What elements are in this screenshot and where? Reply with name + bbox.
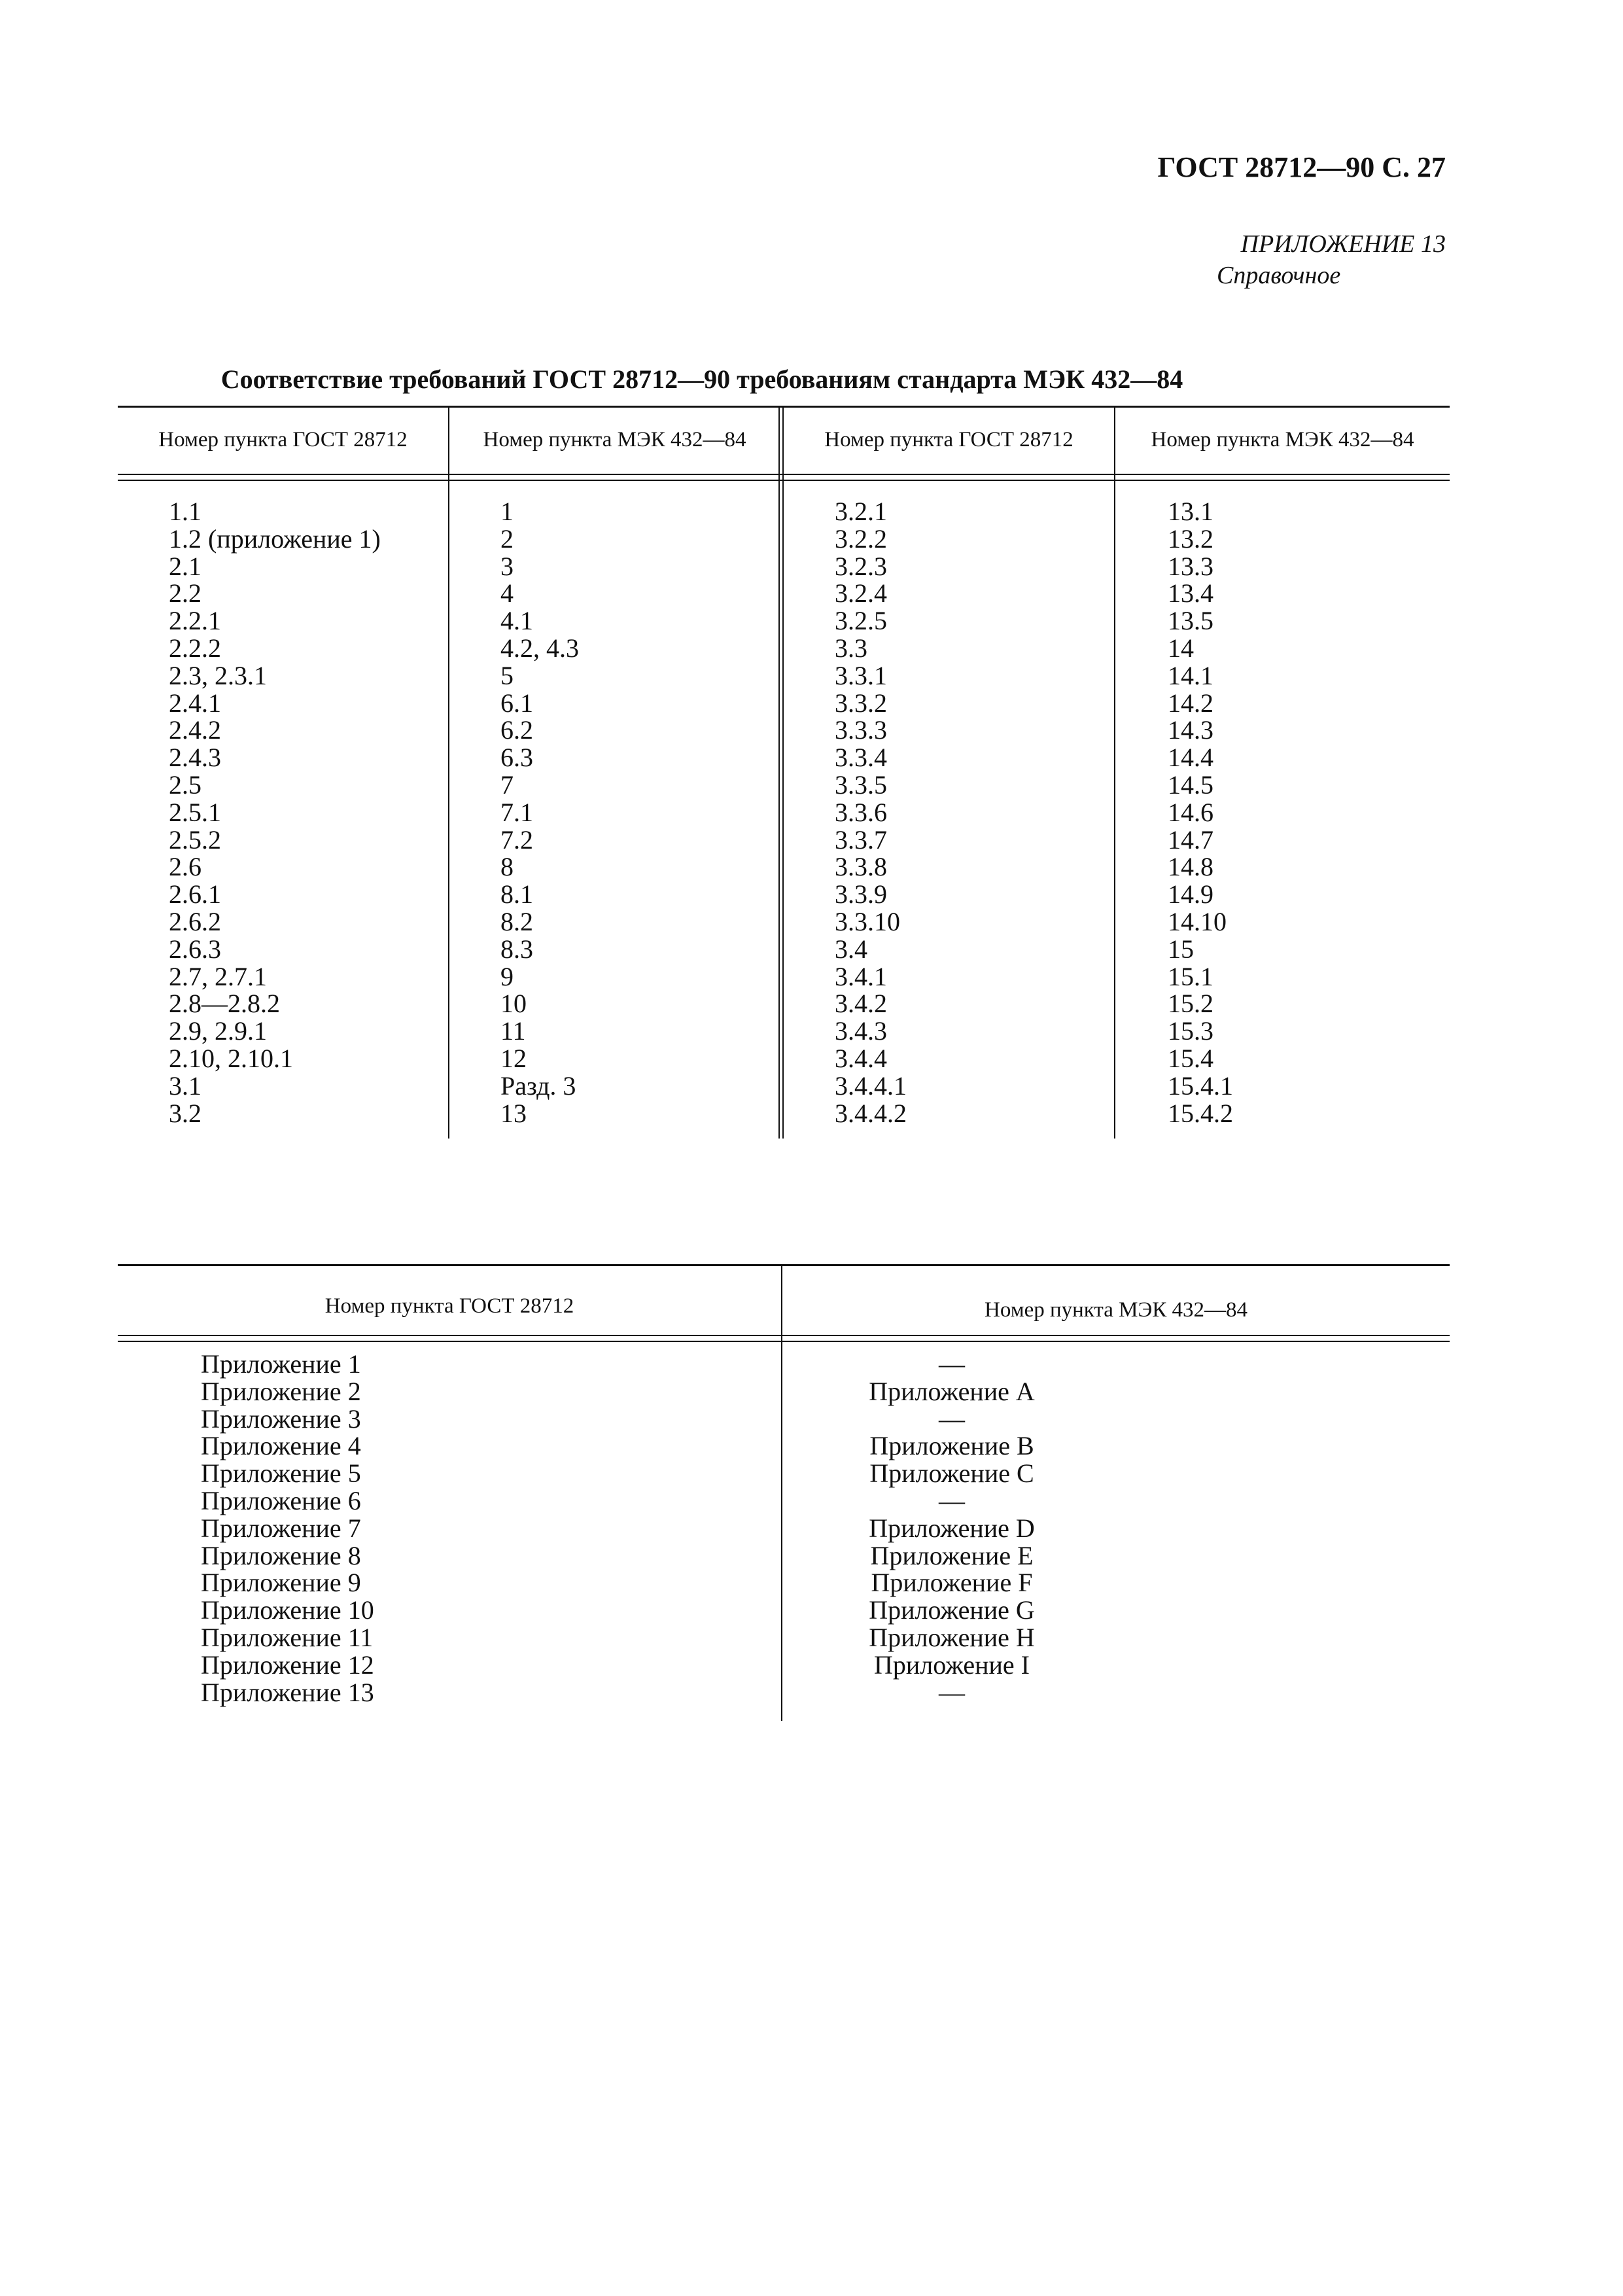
table-cell: 13 <box>500 1098 527 1128</box>
table-cell: 14.7 <box>1168 824 1213 855</box>
table-cell: 2.4.2 <box>169 715 221 745</box>
table-cell: 14 <box>1168 633 1194 663</box>
table-cell: 9 <box>500 961 514 991</box>
table-cell: 13.3 <box>1168 551 1213 581</box>
correspondence-table-sections <box>118 406 1450 1139</box>
table-cell: 2.2.2 <box>169 633 221 663</box>
table-cell: 3.2.4 <box>835 578 887 609</box>
appendix-label: ПРИЛОЖЕНИЕ 13 <box>1240 230 1446 258</box>
table-cell: 3.3.7 <box>835 824 887 855</box>
table-cell: 2.6.2 <box>169 906 221 936</box>
table-cell: 5 <box>500 660 514 690</box>
table-cell: 1 <box>500 497 514 526</box>
table-cell: Приложение 6 <box>201 1485 361 1515</box>
table-cell: 3 <box>500 551 514 581</box>
table-cell: 3.3.5 <box>835 769 887 800</box>
table-cell: 3.4.2 <box>835 989 887 1019</box>
table-header-cell: Номер пункта ГОСТ 28712 <box>158 428 408 451</box>
table-cell: 11 <box>500 1016 526 1046</box>
table-cell: 13.4 <box>1168 578 1213 609</box>
table-cell: 13.2 <box>1168 523 1213 554</box>
table-cell: 8.1 <box>500 879 533 910</box>
table-cell: 14.9 <box>1168 879 1213 910</box>
table-cell: 7.2 <box>500 824 533 855</box>
table-cell: 3.4.3 <box>835 1016 887 1046</box>
table-cell: Приложение I <box>873 1650 1030 1680</box>
table-cell: 3.2.5 <box>835 606 887 636</box>
table-cell: Приложение 7 <box>201 1513 361 1543</box>
table-cell: 14.5 <box>1168 769 1213 800</box>
header-double-rule <box>118 474 1450 481</box>
table-cell: 15.4.2 <box>1168 1098 1233 1128</box>
table-cell: Приложение 9 <box>201 1568 361 1598</box>
table-cell: 3.2.3 <box>835 551 887 581</box>
table-cell: 2.6.1 <box>169 879 221 910</box>
table-cell: 3.4.4.1 <box>835 1070 907 1101</box>
table-cell: 3.1 <box>169 1070 201 1101</box>
table-cell: 2.2 <box>169 578 201 609</box>
table-cell: 2.1 <box>169 551 201 581</box>
table-cell: 4 <box>500 578 514 609</box>
gost-items-column-2 <box>835 498 907 1127</box>
table-cell: Приложение A <box>869 1376 1035 1406</box>
table-cell: 4.1 <box>500 606 533 636</box>
table-cell: 8.2 <box>500 906 533 936</box>
table-cell: 3.2.2 <box>835 523 887 554</box>
table-cell: Приложение 8 <box>201 1540 361 1570</box>
table-cell: Приложение 3 <box>201 1404 361 1434</box>
table-header-cell: Номер пункта ГОСТ 28712 <box>324 1294 574 1318</box>
table-cell: 14.4 <box>1168 743 1213 773</box>
table-cell: Приложение 5 <box>201 1458 361 1489</box>
table-cell: Приложение D <box>869 1513 1035 1543</box>
table-cell: — <box>939 1677 965 1707</box>
table-cell: 14.2 <box>1168 688 1213 718</box>
table-cell: 2.5.2 <box>169 824 221 855</box>
table-cell: 8 <box>500 852 514 882</box>
table-cell: 3.3.9 <box>835 879 887 910</box>
table-cell: — <box>939 1485 965 1515</box>
table-cell: 2.3, 2.3.1 <box>169 660 267 690</box>
table-cell: 15 <box>1168 934 1194 964</box>
table-cell: 2.4.1 <box>169 688 221 718</box>
table-cell: 6.2 <box>500 715 533 745</box>
table-cell: Приложение 13 <box>201 1677 374 1707</box>
header-double-rule <box>118 1335 1450 1342</box>
table-header-cell: Номер пункта МЭК 432—84 <box>1151 428 1414 451</box>
table-cell: 8.3 <box>500 934 533 964</box>
correspondence-table-appendices <box>118 1264 1450 1721</box>
table-cell: 4.2, 4.3 <box>500 633 579 663</box>
table-cell: 14.10 <box>1168 906 1227 936</box>
iec-items-column-2 <box>1168 498 1233 1127</box>
table-cell: 3.3.6 <box>835 797 887 827</box>
table-cell: 2.8—2.8.2 <box>169 989 280 1019</box>
table-cell: 14.1 <box>1168 660 1213 690</box>
column-divider <box>781 1264 782 1721</box>
table-cell: 1.2 (приложение 1) <box>169 523 381 554</box>
table-cell: 2 <box>500 523 514 554</box>
table-cell: 3.3.4 <box>835 743 887 773</box>
table-cell: 14.3 <box>1168 715 1213 745</box>
gost-appendices-column <box>201 1351 374 1706</box>
table-header-cell: Номер пункта ГОСТ 28712 <box>824 428 1073 451</box>
table-cell: 3.4 <box>835 934 867 964</box>
table-cell: 15.2 <box>1168 989 1213 1019</box>
appendix-type: Справочное <box>1217 262 1341 289</box>
table-cell: Приложение B <box>869 1431 1034 1461</box>
table-cell: — <box>939 1349 965 1379</box>
table-cell: 3.3.2 <box>835 688 887 718</box>
table-cell: Приложение 2 <box>201 1376 361 1406</box>
table-cell: Приложение E <box>870 1540 1034 1570</box>
table-cell: 15.1 <box>1168 961 1213 991</box>
table-top-rule <box>118 1264 1450 1266</box>
column-divider-double-right <box>782 406 784 1139</box>
table-header-cell: Номер пункта МЭК 432—84 <box>483 428 746 451</box>
iec-items-column-1 <box>500 498 579 1127</box>
table-cell: Приложение 12 <box>201 1650 374 1680</box>
table-cell: 15.4.1 <box>1168 1070 1233 1101</box>
iec-appendices-column <box>860 1351 1043 1706</box>
table-cell: 3.4.4.2 <box>835 1098 907 1128</box>
table-cell: 15.3 <box>1168 1016 1213 1046</box>
table-cell: 2.5.1 <box>169 797 221 827</box>
table-cell: 3.3 <box>835 633 867 663</box>
table-cell: 3.3.10 <box>835 906 900 936</box>
table-cell: 6.1 <box>500 688 533 718</box>
table-cell: 7.1 <box>500 797 533 827</box>
table-cell: 13.5 <box>1168 606 1213 636</box>
table-title: Соответствие требований ГОСТ 28712—90 требованиям стандарта МЭК 432—84 <box>220 364 1183 394</box>
table-cell: 12 <box>500 1043 527 1073</box>
table-header-cell: Номер пункта МЭК 432—84 <box>984 1298 1248 1322</box>
table-cell: 2.10, 2.10.1 <box>169 1043 293 1073</box>
table-cell: 6.3 <box>500 743 533 773</box>
table-cell: 3.3.8 <box>835 852 887 882</box>
table-cell: 2.6 <box>169 852 201 882</box>
table-cell: Приложение F <box>871 1568 1033 1598</box>
table-cell: 2.9, 2.9.1 <box>169 1016 267 1046</box>
table-cell: 10 <box>500 989 527 1019</box>
table-cell: — <box>939 1404 965 1434</box>
column-divider <box>1114 406 1115 1139</box>
table-cell: 3.2 <box>169 1098 201 1128</box>
table-cell: 2.4.3 <box>169 743 221 773</box>
table-cell: 15.4 <box>1168 1043 1213 1073</box>
table-cell: 7 <box>500 769 514 800</box>
table-cell: 14.6 <box>1168 797 1213 827</box>
table-cell: Приложение 1 <box>201 1349 361 1379</box>
table-cell: Приложение G <box>869 1595 1035 1625</box>
table-cell: 1.1 <box>169 497 201 526</box>
table-cell: 14.8 <box>1168 852 1213 882</box>
table-cell: Приложение 4 <box>201 1431 361 1461</box>
table-cell: Разд. 3 <box>500 1070 576 1101</box>
table-cell: 2.7, 2.7.1 <box>169 961 267 991</box>
table-cell: 3.3.3 <box>835 715 887 745</box>
table-cell: 3.2.1 <box>835 497 887 526</box>
page-header: ГОСТ 28712—90 С. 27 <box>1157 151 1446 183</box>
table-cell: 2.6.3 <box>169 934 221 964</box>
table-cell: Приложение 10 <box>201 1595 374 1625</box>
table-cell: 3.4.4 <box>835 1043 887 1073</box>
table-cell: Приложение 11 <box>201 1622 374 1652</box>
table-cell: 2.5 <box>169 769 201 800</box>
table-cell: Приложение H <box>869 1622 1035 1652</box>
column-divider <box>448 406 449 1139</box>
table-cell: 13.1 <box>1168 497 1213 526</box>
table-cell: 3.4.1 <box>835 961 887 991</box>
column-divider-double-left <box>778 406 780 1139</box>
table-cell: 3.3.1 <box>835 660 887 690</box>
table-top-rule <box>118 406 1450 408</box>
table-cell: Приложение C <box>869 1458 1034 1489</box>
table-cell: 2.2.1 <box>169 606 221 636</box>
gost-items-column-1 <box>169 498 381 1127</box>
